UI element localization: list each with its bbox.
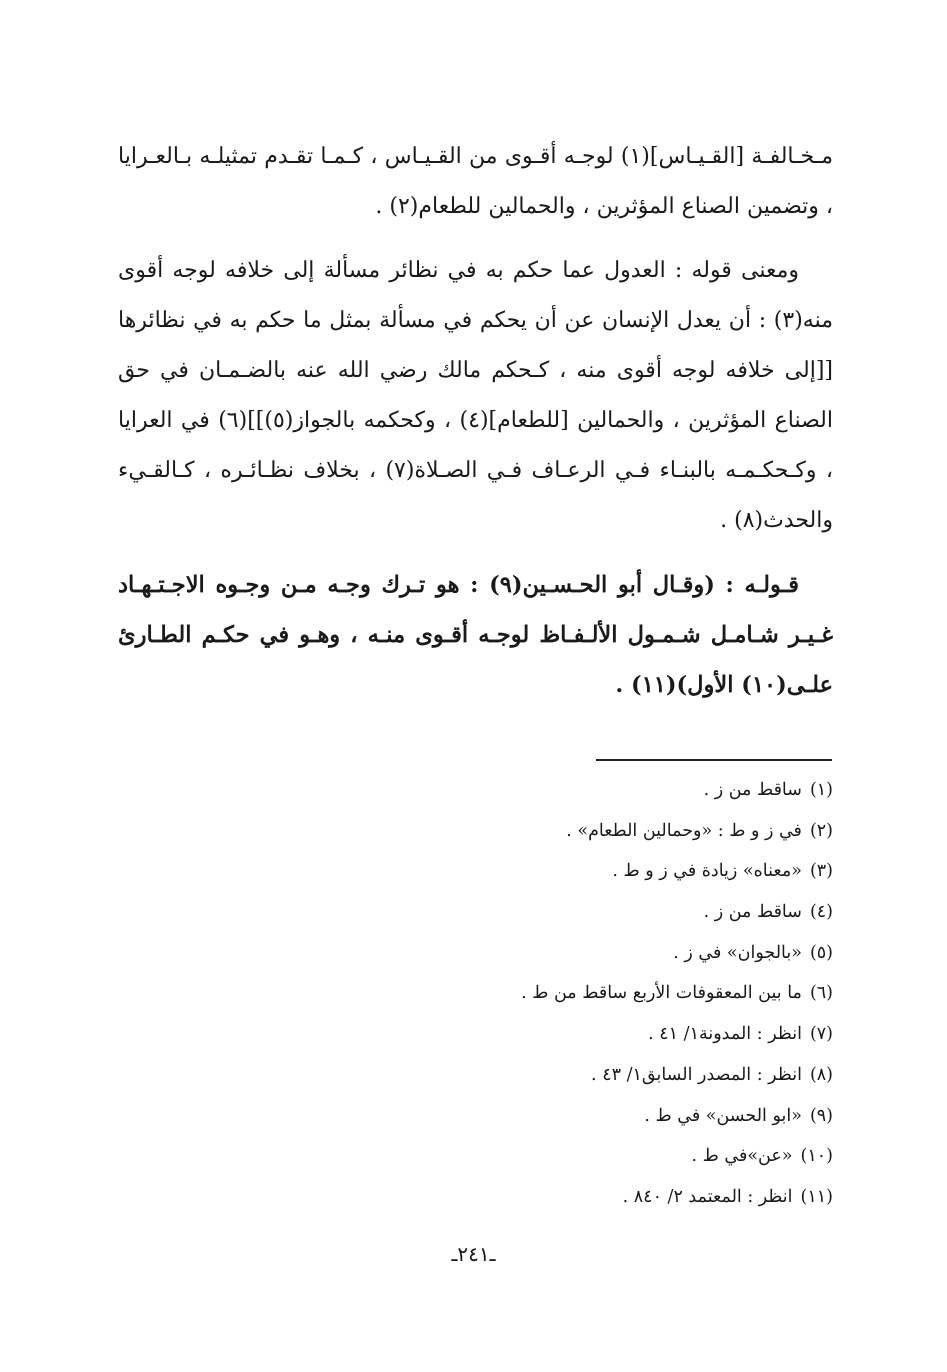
footnote-text: «ابو الحسن» في ط . bbox=[644, 1105, 802, 1126]
footnote-8 bbox=[118, 1055, 833, 1096]
footnote-2 bbox=[118, 811, 833, 852]
footnote-text: «معناه» زيادة في ز و ط . bbox=[612, 861, 802, 882]
footnote-text: انظر : المصدر السابق١/ ٤٣ . bbox=[591, 1064, 802, 1085]
paragraph-2: ومعنى قوله : العدول عما حكم به في نظائر مسألة إلى خلافه لوجه أقوى منه(٣) : أن يعدل الإنسان عن أن يحكم في مسألة بمثل ما حكم به في نظائرها [[إلى خلافه لوجه أقوى منه ، كـحكم مالك رضي الله عنه بالضـمـان في حق الصناع المؤثرين ، والحمالين [للطعام](٤) ، وكحكمه بالجواز(٥)]](٦) في العرايا ، وكـحكـمـه بالبنـاء فـي الرعـاف فـي الصـلاة(٧) ، بخلاف نظـائـره ، كـالقـيء والحدث(٨) . bbox=[118, 258, 833, 533]
footnote-text: «عن»في ط . bbox=[691, 1146, 793, 1167]
footnote-text: انظر : المعتمد ٢/ ٨٤٠ . bbox=[622, 1186, 793, 1207]
footnote-10 bbox=[118, 1136, 833, 1177]
footnote-number: (٣) bbox=[809, 861, 833, 882]
footnote-number: (٨) bbox=[809, 1064, 833, 1085]
footnote-5 bbox=[118, 933, 833, 974]
footnote-3 bbox=[118, 851, 833, 892]
footnote-number: (٢) bbox=[809, 820, 833, 841]
footnote-number: (٦) bbox=[809, 983, 833, 1004]
footnote-text: ساقط من ز . bbox=[703, 902, 802, 923]
footnote-text: «بالجوان» في ز . bbox=[673, 942, 802, 963]
footnote-9 bbox=[118, 1096, 833, 1137]
paragraph-3: قـولـه : (وقـال أبو الحـسـين(٩) : هو تـرك وجـه مـن وجـوه الاجـتـهـاد غـيـر شـامـل شـمـول الألـفـاظ لوجـه أقـوى منـه ، وهـو في حكـم الطـارئ علـى(١٠) الأول)(١١) . bbox=[118, 572, 833, 698]
footnote-11 bbox=[118, 1177, 833, 1218]
main-text bbox=[118, 132, 833, 710]
page-number: ـ٢٤١ـ bbox=[451, 1242, 496, 1266]
footnote-number: (١) bbox=[809, 780, 833, 800]
paragraph-1: مـخـالفـة [القـيـاس](١) لوجـه أقـوى من القـيـاس ، كـمـا تقـدم تمثيلـه بـالعـرايا ، وتضمين الصناع المؤثرين ، والحمالين للطعام(٢) . bbox=[118, 144, 833, 219]
footnote-6 bbox=[118, 973, 833, 1014]
footnote-number: (٥) bbox=[809, 942, 833, 963]
footnote-text: في ز و ط : «وحمالين الطعام» . bbox=[566, 820, 802, 841]
footnote-1 bbox=[118, 770, 833, 811]
footnote-text: انظر : المدونة١/ ٤١ . bbox=[648, 1024, 802, 1045]
footnote-divider bbox=[596, 759, 832, 761]
footnote-number: (١٠) bbox=[800, 1146, 833, 1167]
footnote-number: (١١) bbox=[800, 1186, 833, 1207]
footnote-7 bbox=[118, 1014, 833, 1055]
footnote-text: ما بين المعقوفات الأربع ساقط من ط . bbox=[521, 983, 802, 1004]
footnote-4 bbox=[118, 892, 833, 933]
footnote-number: (٩) bbox=[809, 1105, 833, 1126]
footnotes-list bbox=[118, 770, 833, 1218]
footnote-text: ساقط من ز . bbox=[703, 780, 802, 800]
footnote-number: (٧) bbox=[809, 1024, 833, 1045]
footnote-number: (٤) bbox=[809, 902, 833, 923]
